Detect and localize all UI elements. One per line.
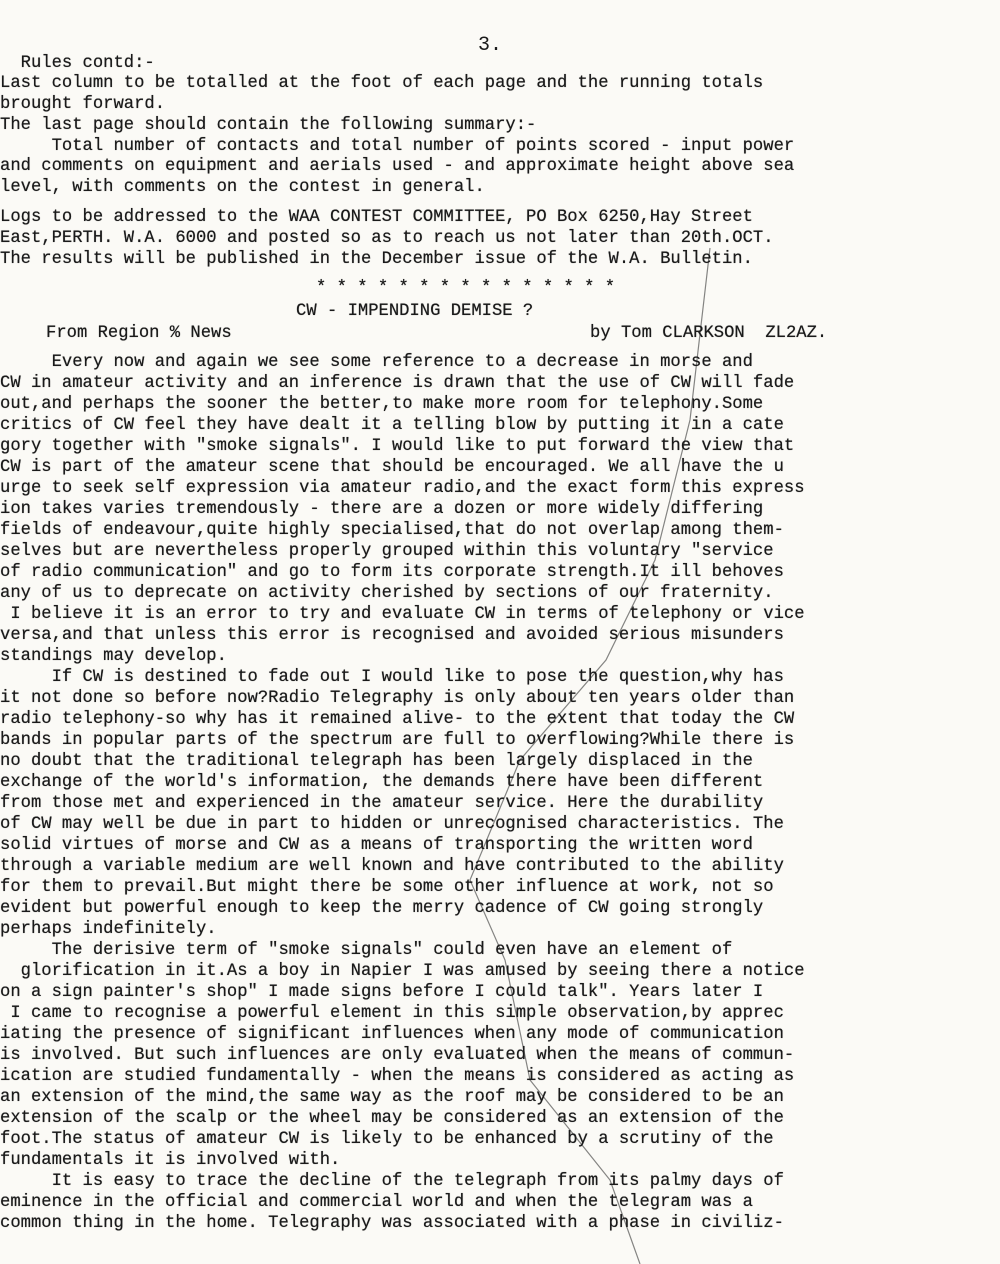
body-line: iating the presence of significant influences when any mode of communication <box>0 1025 784 1044</box>
body-line: It is easy to trace the decline of the telegraph from its palmy days of <box>0 1172 784 1191</box>
article-source: From Region % News <box>46 324 232 343</box>
body-line: If CW is destined to fade out I would like to pose the question,why has <box>0 668 784 687</box>
body-line: eminence in the official and commercial world and when the telegram was a <box>0 1193 753 1212</box>
article-title: CW - IMPENDING DEMISE ? <box>296 302 534 321</box>
body-line: selves but are nevertheless properly grouped within this voluntary "service <box>0 542 774 561</box>
body-line: urge to seek self expression via amateur radio,and the exact form this express <box>0 479 805 498</box>
separator-stars: * * * * * * * * * * * * * * * <box>316 279 616 298</box>
body-line: fundamentals it is involved with. <box>0 1151 341 1170</box>
body-line: an extension of the mind,the same way as the roof may be considered to be an <box>0 1088 784 1107</box>
body-line: CW in amateur activity and an inference is drawn that the use of CW will fade <box>0 374 795 393</box>
body-line: Every now and again we see some reference to a decrease in morse and <box>0 353 753 372</box>
body-line: I came to recognise a powerful element in this simple observation,by apprec <box>0 1004 784 1023</box>
rules-line: The last page should contain the following summary:- <box>0 116 537 135</box>
body-line: perhaps indefinitely. <box>0 920 217 939</box>
body-line: of CW may well be due in part to hidden or unrecognised characteristics. The <box>0 815 784 834</box>
body-line: CW is part of the amateur scene that should be encouraged. We all have the u <box>0 458 784 477</box>
body-line: on a sign painter's shop" I made signs before I could talk". Years later I <box>0 983 764 1002</box>
body-line: for them to prevail.But might there be some other influence at work, not so <box>0 878 774 897</box>
body-line: it not done so before now?Radio Telegraphy is only about ten years older than <box>0 689 795 708</box>
rules-line: Last column to be totalled at the foot of each page and the running totals <box>0 74 764 93</box>
body-line: exchange of the world's information, the demands there have been different <box>0 773 764 792</box>
rules-line: Total number of contacts and total number of points scored - input power <box>0 137 795 156</box>
body-line: gory together with "smoke signals". I would like to put forward the view that <box>0 437 795 456</box>
body-line: I believe it is an error to try and evaluate CW in terms of telephony or vice <box>0 605 805 624</box>
body-line: any of us to deprecate on activity cherished by sections of our fraternity. <box>0 584 774 603</box>
body-line: no doubt that the traditional telegraph has been largely displaced in the <box>0 752 753 771</box>
body-line: ion takes varies tremendously - there are a dozen or more widely differing <box>0 500 764 519</box>
body-line: critics of CW feel they have dealt it a telling blow by putting it in a cate <box>0 416 784 435</box>
body-line: solid virtues of morse and CW as a means of transporting the written word <box>0 836 753 855</box>
body-line: is involved. But such influences are only evaluated when the means of commun- <box>0 1046 795 1065</box>
article-byline: by Tom CLARKSON ZL2AZ. <box>590 324 828 343</box>
address-line: East,PERTH. W.A. 6000 and posted so as to reach us not later than 20th.OCT. <box>0 229 774 248</box>
body-line: of radio communication" and go to form its corporate strength.It ill behoves <box>0 563 784 582</box>
body-line: The derisive term of "smoke signals" could even have an element of <box>0 941 733 960</box>
body-line: standings may develop. <box>0 647 227 666</box>
page-number: 3. <box>478 34 503 57</box>
body-line: ication are studied fundamentally - when the means is considered as acting as <box>0 1067 795 1086</box>
body-line: glorification in it.As a boy in Napier I was amused by seeing there a notice <box>0 962 805 981</box>
address-line: Logs to be addressed to the WAA CONTEST COMMITTEE, PO Box 6250,Hay Street <box>0 208 753 227</box>
body-line: bands in popular parts of the spectrum are full to overflowing?While there is <box>0 731 795 750</box>
body-line: from those met and experienced in the amateur service. Here the durability <box>0 794 764 813</box>
body-line: foot.The status of amateur CW is likely to be enhanced by a scrutiny of the <box>0 1130 774 1149</box>
body-line: common thing in the home. Telegraphy was associated with a phase in civiliz- <box>0 1214 784 1233</box>
body-line: versa,and that unless this error is recognised and avoided serious misunders <box>0 626 784 645</box>
body-line: through a variable medium are well known and have contributed to the ability <box>0 857 784 876</box>
address-line: The results will be published in the December issue of the W.A. Bulletin. <box>0 250 753 269</box>
body-line: evident but powerful enough to keep the merry cadence of CW going strongly <box>0 899 764 918</box>
body-line: out,and perhaps the sooner the better,to make more room for telephony.Some <box>0 395 764 414</box>
rules-heading: Rules contd:- <box>0 54 155 73</box>
body-line: radio telephony-so why has it remained alive- to the extent that today the CW <box>0 710 795 729</box>
body-line: fields of endeavour,quite highly specialised,that do not overlap among them- <box>0 521 784 540</box>
rules-line: level, with comments on the contest in general. <box>0 178 485 197</box>
rules-line: and comments on equipment and aerials used - and approximate height above sea <box>0 157 795 176</box>
body-line: extension of the scalp or the wheel may be considered as an extension of the <box>0 1109 784 1128</box>
rules-line: brought forward. <box>0 95 166 114</box>
